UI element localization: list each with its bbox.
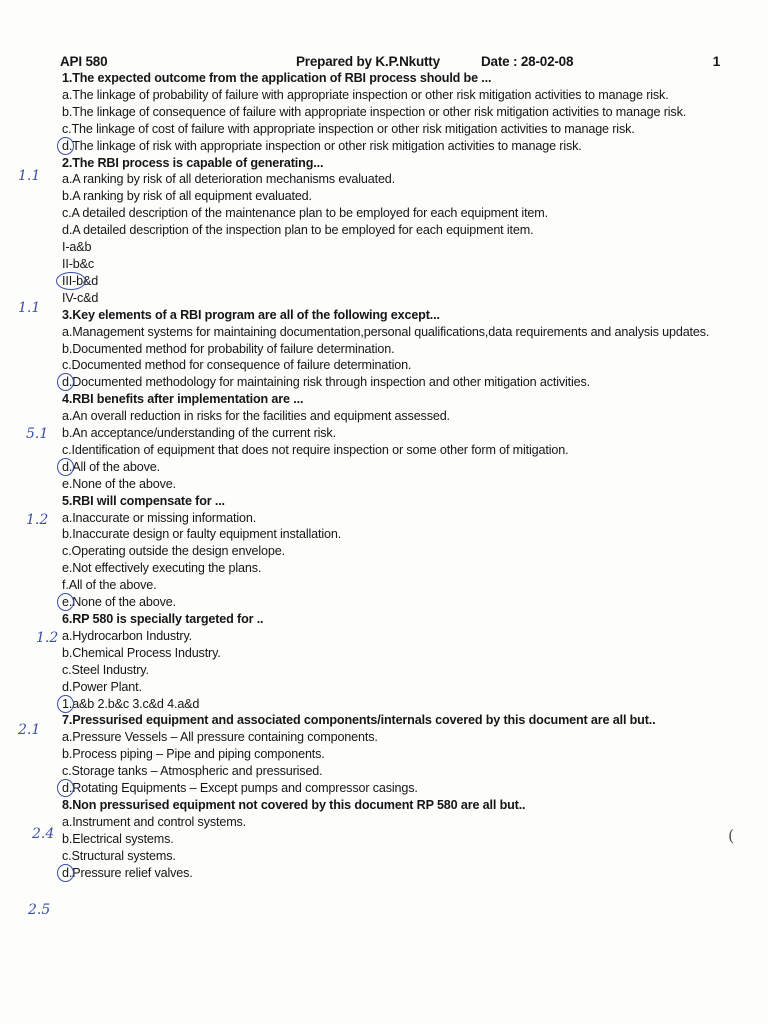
- question-option: b.Process piping – Pipe and piping components.: [62, 747, 325, 762]
- question-option: c.Operating outside the design envelope.: [62, 544, 285, 559]
- question-sheet: [62, 70, 724, 882]
- question-option: d.All of the above.: [62, 459, 160, 474]
- question-option: d.Documented methodology for maintaining risk through inspection and other mitigation activities.: [62, 375, 590, 390]
- pen-mark: (: [728, 826, 735, 845]
- margin-note: 1.1: [18, 168, 41, 184]
- question-option: d.Pressure relief valves.: [62, 865, 193, 880]
- question-option: a.An overall reduction in risks for the facilities and equipment assessed.: [62, 409, 450, 424]
- question-option: a.Management systems for maintaining documentation,personal qualifications,data requirements and analysis updates.: [62, 324, 710, 339]
- question-option: II-b&c: [62, 256, 94, 271]
- question-option: c.A detailed description of the maintenance plan to be employed for each equipment item.: [62, 206, 548, 221]
- question-title: 7.Pressurised equipment and associated components/internals covered by this document are all but..: [62, 713, 656, 728]
- question-option: e.None of the above.: [62, 595, 176, 610]
- question-title: 4.RBI benefits after implementation are ...: [62, 392, 304, 407]
- question-option: c.The linkage of cost of failure with appropriate inspection or other risk mitigation activities to manage risk.: [62, 121, 635, 136]
- question-option: a.Instrument and control systems.: [62, 814, 247, 829]
- margin-note: 2.1: [18, 722, 41, 738]
- question-option: c.Documented method for consequence of failure determination.: [62, 358, 412, 373]
- answer-option: [62, 594, 724, 611]
- question-title: 1.The expected outcome from the application of RBI process should be ...: [62, 71, 492, 85]
- question-option: b.Chemical Process Industry.: [62, 645, 221, 660]
- question-option: d.Rotating Equipments – Except pumps and compressor casings.: [62, 781, 418, 796]
- margin-note: 2.4: [32, 826, 55, 842]
- question-option: d.The linkage of risk with appropriate inspection or other risk mitigation activities to manage risk.: [62, 138, 582, 153]
- question-option: III-b&d: [62, 273, 99, 288]
- question-option: e.None of the above.: [62, 476, 176, 491]
- question-title: 8.Non pressurised equipment not covered by this document RP 580 are all but..: [62, 797, 526, 812]
- question-option: b.Documented method for probability of failure determination.: [62, 341, 395, 356]
- question-option: I-a&b: [62, 240, 92, 255]
- margin-note: 1.1: [18, 300, 41, 316]
- question-option: f.All of the above.: [62, 578, 157, 593]
- margin-note: 1.2: [26, 512, 49, 528]
- answer-option: [62, 374, 724, 391]
- question-option: d.A detailed description of the inspection plan to be employed for each equipment item.: [62, 223, 534, 238]
- answer-option: [62, 865, 724, 882]
- margin-note: 5.1: [26, 426, 49, 442]
- question-option: c.Steel Industry.: [62, 662, 149, 677]
- question-option: b.Inaccurate design or faulty equipment installation.: [62, 527, 342, 542]
- answer-option: [62, 273, 724, 290]
- question-option: a.Inaccurate or missing information.: [62, 510, 257, 525]
- answer-option: [62, 780, 724, 797]
- header-author: Prepared by K.P.Nkutty: [296, 54, 440, 69]
- question-option: a.Hydrocarbon Industry.: [62, 628, 193, 643]
- header-date: Date : 28-02-08: [481, 54, 574, 69]
- question-option: d.Power Plant.: [62, 679, 142, 694]
- question-title: 6.RP 580 is specially targeted for ..: [62, 612, 264, 626]
- question-option: b.An acceptance/understanding of the current risk.: [62, 426, 336, 441]
- question-title: 3.Key elements of a RBI program are all of the following except...: [62, 307, 440, 322]
- margin-note: 2.5: [28, 902, 51, 918]
- question-option: IV-c&d: [62, 290, 99, 305]
- answer-option: [62, 459, 724, 476]
- question-option: b.Electrical systems.: [62, 831, 174, 846]
- question-title: 5.RBI will compensate for ...: [62, 493, 225, 508]
- question-option: a.The linkage of probability of failure with appropriate inspection or other risk mitigation activities to manage risk.: [62, 87, 669, 102]
- question-option: 1.a&b 2.b&c 3.c&d 4.a&d: [62, 696, 200, 711]
- question-option: e.Not effectively executing the plans.: [62, 561, 262, 576]
- question-option: a.A ranking by risk of all deterioration mechanisms evaluated.: [62, 172, 396, 187]
- question-option: c.Storage tanks – Atmospheric and pressurised.: [62, 764, 323, 779]
- answer-option: [62, 696, 724, 713]
- header-course: API 580: [60, 54, 108, 69]
- page-number: 1: [712, 54, 720, 69]
- question-option: c.Structural systems.: [62, 848, 176, 863]
- question-option: a.Pressure Vessels – All pressure containing components.: [62, 730, 378, 745]
- question-title: 2.The RBI process is capable of generating...: [62, 155, 324, 170]
- question-option: c.Identification of equipment that does not require inspection or some other form of mitigation.: [62, 442, 569, 457]
- margin-note: 1.2: [36, 630, 59, 646]
- question-option: b.A ranking by risk of all equipment evaluated.: [62, 189, 312, 204]
- answer-option: [62, 138, 724, 155]
- question-option: b.The linkage of consequence of failure with appropriate inspection or other risk mitigation activities to manage risk.: [62, 104, 687, 119]
